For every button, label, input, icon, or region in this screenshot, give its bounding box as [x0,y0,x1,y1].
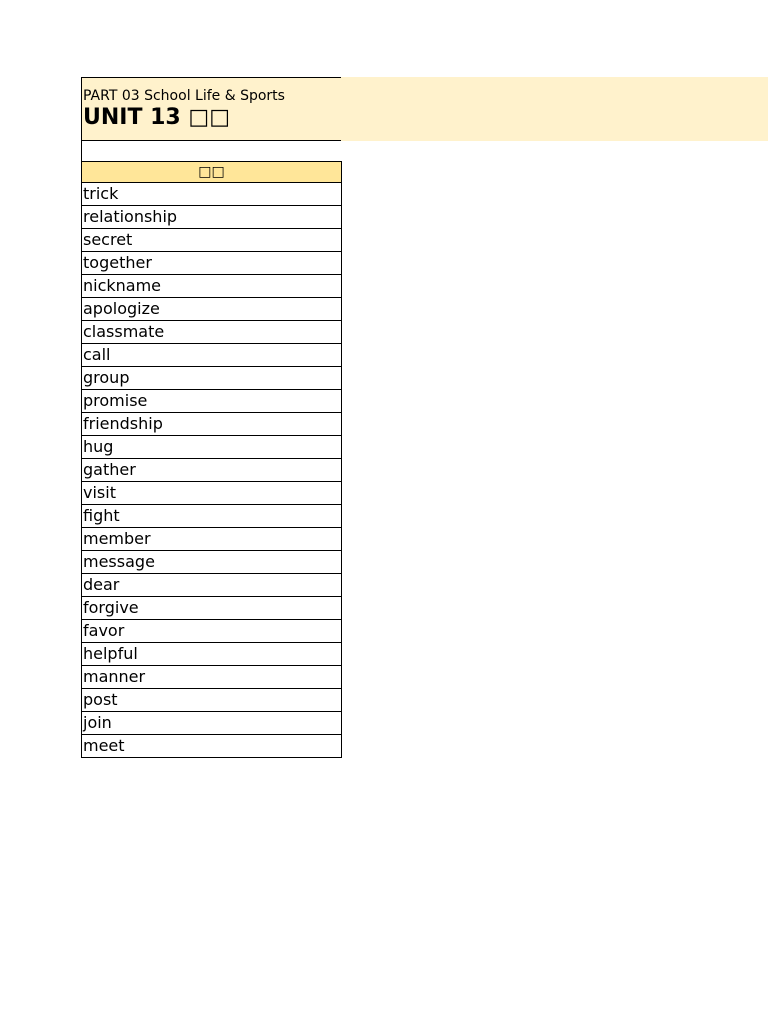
word-cell[interactable]: gather [82,459,342,482]
word-cell[interactable]: secret [82,229,342,252]
word-cell[interactable]: member [82,528,342,551]
table-row [82,666,342,689]
word-cell[interactable]: together [82,252,342,275]
table-row [82,436,342,459]
word-cell[interactable]: message [82,551,342,574]
table-row [82,413,342,436]
word-cell[interactable]: post [82,689,342,712]
table-row [82,206,342,229]
table-row [82,229,342,252]
table-row [82,528,342,551]
word-cell[interactable]: manner [82,666,342,689]
table-row [82,390,342,413]
word-cell[interactable]: visit [82,482,342,505]
table-row [82,459,342,482]
table-row [82,712,342,735]
word-cell[interactable]: fight [82,505,342,528]
table-row [82,620,342,643]
word-cell[interactable]: friendship [82,413,342,436]
word-cell[interactable]: favor [82,620,342,643]
part-label: PART 03 School Life & Sports [83,88,285,104]
table-row [82,505,342,528]
vocabulary-table [81,161,342,758]
table-row [82,735,342,758]
word-cell[interactable]: helpful [82,643,342,666]
word-cell[interactable]: meet [82,735,342,758]
unit-header-cell [81,77,341,141]
table-row [82,574,342,597]
unit-title: UNIT 13 □□ [83,105,230,130]
word-cell[interactable]: group [82,367,342,390]
table-row [82,298,342,321]
table-row [82,367,342,390]
table-header-row [82,162,342,183]
spacer-row-border [81,141,82,161]
table-row [82,344,342,367]
table-row [82,482,342,505]
table-row [82,183,342,206]
column-header[interactable]: □□ [82,162,342,183]
word-cell[interactable]: classmate [82,321,342,344]
word-cell[interactable]: relationship [82,206,342,229]
word-cell[interactable]: join [82,712,342,735]
table-row [82,643,342,666]
word-cell[interactable]: apologize [82,298,342,321]
table-row [82,551,342,574]
header-band [341,77,768,141]
table-row [82,252,342,275]
word-cell[interactable]: trick [82,183,342,206]
word-cell[interactable]: forgive [82,597,342,620]
word-cell[interactable]: nickname [82,275,342,298]
word-cell[interactable]: dear [82,574,342,597]
table-row [82,321,342,344]
vocabulary-rows [82,183,342,758]
table-row [82,275,342,298]
word-cell[interactable]: call [82,344,342,367]
word-cell[interactable]: hug [82,436,342,459]
table-row [82,689,342,712]
word-cell[interactable]: promise [82,390,342,413]
table-row [82,597,342,620]
